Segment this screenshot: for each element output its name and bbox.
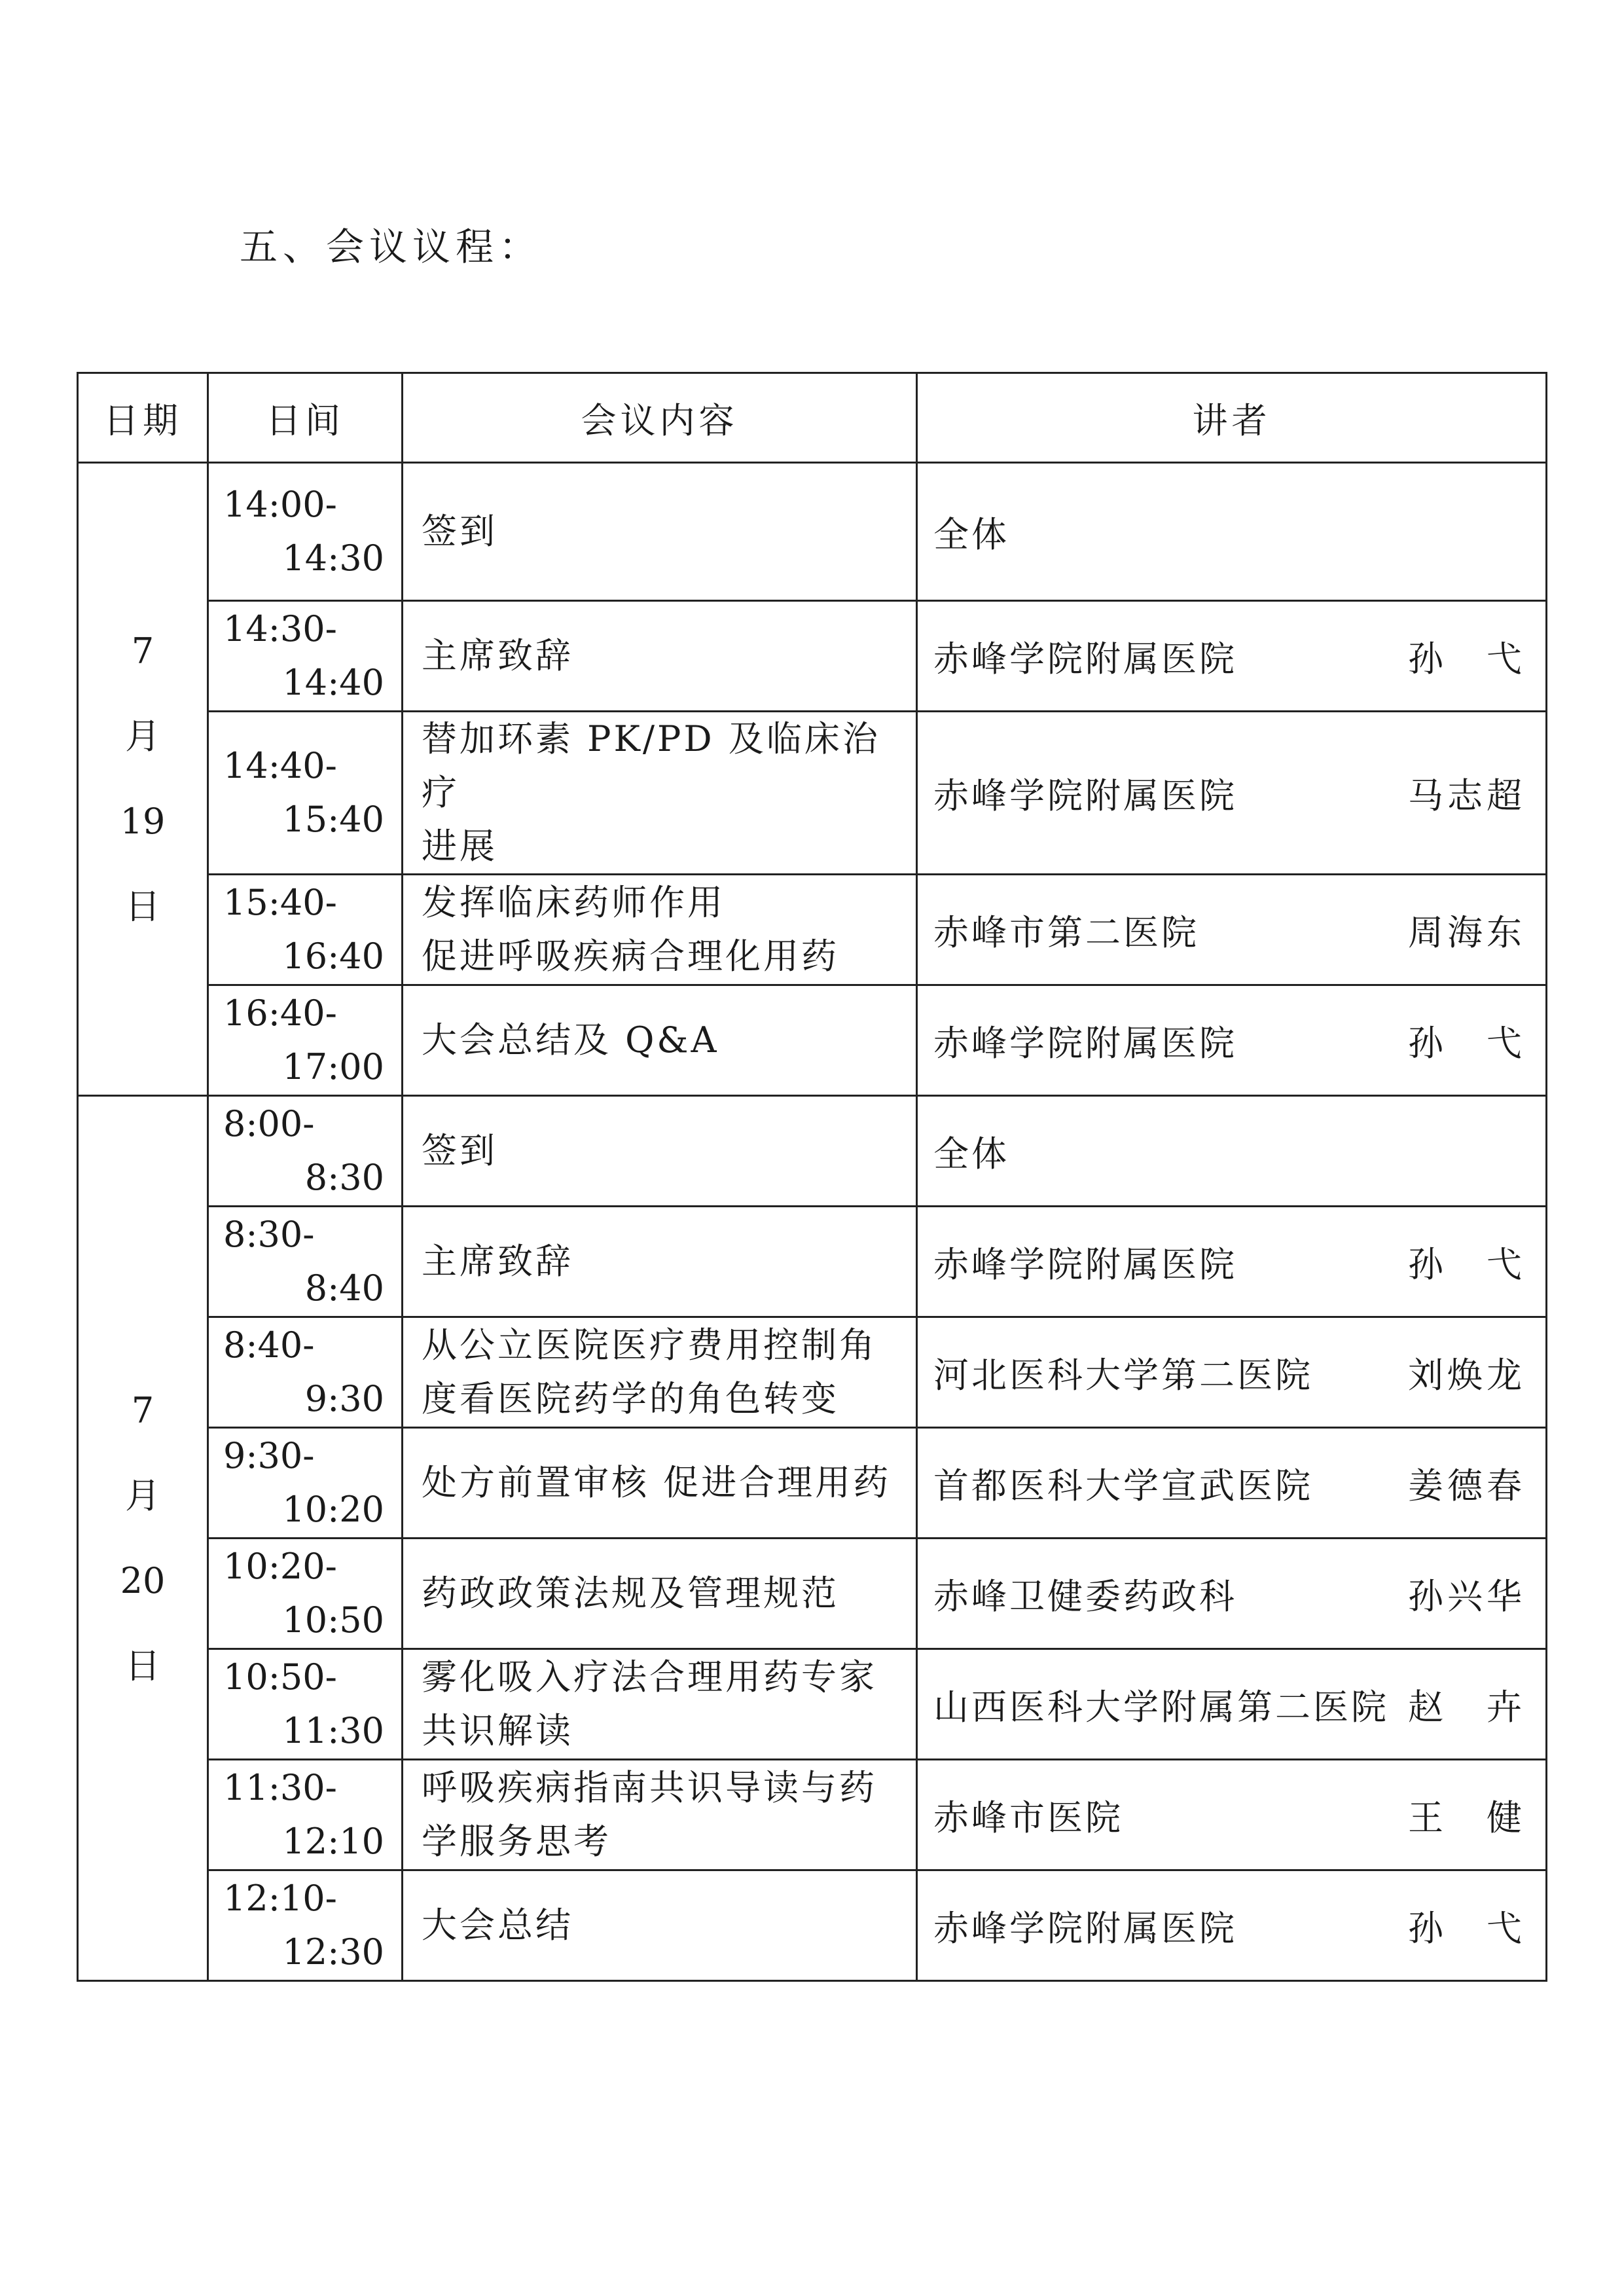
time-cell	[208, 1428, 403, 1539]
table-row	[78, 1539, 1547, 1649]
time-cell	[208, 712, 403, 875]
time-cell	[208, 1760, 403, 1870]
content-line: 度看医院药学的角色转变	[422, 1378, 839, 1419]
time-start: 14:30-	[223, 608, 337, 649]
content-cell	[403, 1207, 917, 1317]
header-date: 日期	[78, 373, 208, 463]
speaker-name: 姜德春	[1408, 1465, 1526, 1506]
time-start: 11:30-	[223, 1767, 337, 1808]
date-line: 19	[120, 801, 166, 842]
content-line: 主席致辞	[422, 1241, 573, 1282]
header-speaker: 讲者	[917, 373, 1547, 463]
speaker-org: 全体	[933, 1133, 1009, 1175]
time-end: 14:30	[282, 538, 384, 579]
header-time: 日间	[208, 373, 403, 463]
content-cell	[403, 463, 917, 601]
content-cell	[403, 1539, 917, 1649]
speaker-cell	[917, 985, 1547, 1096]
content-line: 大会总结	[422, 1904, 573, 1946]
time-start: 15:40-	[223, 882, 337, 923]
content-cell	[403, 875, 917, 985]
time-start: 10:50-	[223, 1656, 337, 1698]
content-cell	[403, 1649, 917, 1760]
speaker-org: 赤峰学院附属医院	[933, 774, 1237, 816]
time-end: 8:40	[304, 1267, 384, 1309]
time-cell	[208, 601, 403, 712]
speaker-org: 赤峰学院附属医院	[933, 1243, 1237, 1285]
date-line: 7	[131, 630, 154, 672]
content-line: 雾化吸入疗法合理用药专家	[422, 1656, 877, 1698]
content-line: 药政政策法规及管理规范	[422, 1573, 839, 1614]
speaker-cell	[917, 1539, 1547, 1649]
header-content: 会议内容	[403, 373, 917, 463]
table-row	[78, 985, 1547, 1096]
speaker-org: 赤峰学院附属医院	[933, 1907, 1237, 1949]
content-line: 进展	[422, 826, 497, 867]
time-cell	[208, 985, 403, 1096]
time-end: 8:30	[304, 1157, 384, 1198]
table-row	[78, 1760, 1547, 1870]
content-line: 呼吸疾病指南共识导读与药	[422, 1767, 877, 1808]
content-line: 从公立医院医疗费用控制角	[422, 1324, 877, 1366]
table-row	[78, 1870, 1547, 1981]
speaker-org: 赤峰学院附属医院	[933, 1022, 1237, 1064]
section-title: 五、会议议程：	[240, 225, 543, 269]
speaker-cell	[917, 601, 1547, 712]
speaker-org: 赤峰卫健委药政科	[933, 1575, 1237, 1617]
table-row	[78, 1649, 1547, 1760]
speaker-org: 山西医科大学附属第二医院	[933, 1686, 1389, 1728]
content-cell	[403, 1428, 917, 1539]
time-cell	[208, 1539, 403, 1649]
time-start: 10:20-	[223, 1546, 337, 1587]
content-cell	[403, 1870, 917, 1981]
time-start: 14:00-	[223, 484, 337, 525]
content-line: 学服务思考	[422, 1821, 611, 1862]
time-end: 11:30	[282, 1710, 384, 1751]
speaker-name: 孙 弋	[1408, 1022, 1526, 1064]
speaker-org: 赤峰学院附属医院	[933, 638, 1237, 680]
agenda-table	[77, 372, 1547, 1982]
table-row	[78, 463, 1547, 601]
content-line: 处方前置审核 促进合理用药	[422, 1462, 892, 1503]
time-start: 8:30-	[223, 1214, 315, 1255]
content-cell	[403, 712, 917, 875]
time-end: 10:50	[282, 1599, 384, 1641]
date-line: 月	[125, 716, 160, 757]
date-line: 日	[125, 1645, 160, 1686]
time-start: 16:40-	[223, 993, 337, 1034]
content-cell	[403, 1317, 917, 1428]
table-row	[78, 1207, 1547, 1317]
date-cell	[78, 1096, 208, 1981]
speaker-name: 孙 弋	[1408, 638, 1526, 680]
speaker-name: 周海东	[1408, 911, 1526, 953]
date-cell	[78, 463, 208, 1096]
time-cell	[208, 1317, 403, 1428]
speaker-cell	[917, 1317, 1547, 1428]
header-row	[78, 373, 1547, 463]
speaker-org: 赤峰市第二医院	[933, 911, 1199, 953]
content-line: 大会总结及 Q&A	[422, 1019, 719, 1061]
time-end: 10:20	[282, 1489, 384, 1530]
speaker-name: 刘焕龙	[1408, 1354, 1526, 1396]
table-row	[78, 601, 1547, 712]
speaker-cell	[917, 463, 1547, 601]
time-end: 12:10	[282, 1821, 384, 1862]
content-cell	[403, 1760, 917, 1870]
speaker-cell	[917, 1649, 1547, 1760]
content-line: 替加环素 PK/PD 及临床治疗	[422, 718, 880, 813]
content-line: 促进呼吸疾病合理化用药	[422, 936, 839, 977]
time-end: 14:40	[282, 662, 384, 703]
agenda-body	[78, 463, 1547, 1981]
time-start: 8:00-	[223, 1103, 315, 1144]
content-line: 主席致辞	[422, 635, 573, 676]
table-row	[78, 1428, 1547, 1539]
speaker-cell	[917, 1428, 1547, 1539]
content-line: 签到	[422, 511, 497, 552]
table-row	[78, 1317, 1547, 1428]
speaker-name: 孙 弋	[1408, 1907, 1526, 1949]
speaker-cell	[917, 712, 1547, 875]
speaker-org: 首都医科大学宣武医院	[933, 1465, 1313, 1506]
date-line: 月	[125, 1474, 160, 1516]
speaker-cell	[917, 875, 1547, 985]
speaker-name: 王 健	[1408, 1796, 1526, 1838]
speaker-name: 孙 弋	[1408, 1243, 1526, 1285]
time-cell	[208, 875, 403, 985]
speaker-org: 河北医科大学第二医院	[933, 1354, 1313, 1396]
speaker-name: 赵 卉	[1408, 1686, 1526, 1728]
speaker-name: 马志超	[1408, 774, 1526, 816]
time-end: 17:00	[282, 1046, 384, 1087]
date-line: 日	[125, 886, 160, 927]
table-row	[78, 1096, 1547, 1207]
table-row	[78, 712, 1547, 875]
speaker-cell	[917, 1096, 1547, 1207]
content-line: 签到	[422, 1130, 497, 1171]
date-line: 20	[120, 1559, 166, 1601]
date-line: 7	[131, 1389, 154, 1431]
time-cell	[208, 463, 403, 601]
time-end: 12:30	[282, 1931, 384, 1973]
time-start: 14:40-	[223, 745, 337, 786]
time-start: 9:30-	[223, 1435, 315, 1476]
content-cell	[403, 601, 917, 712]
speaker-org: 赤峰市医院	[933, 1796, 1123, 1838]
table-row	[78, 875, 1547, 985]
speaker-cell	[917, 1870, 1547, 1981]
time-cell	[208, 1870, 403, 1981]
time-cell	[208, 1096, 403, 1207]
speaker-cell	[917, 1760, 1547, 1870]
content-cell	[403, 985, 917, 1096]
time-end: 16:40	[282, 936, 384, 977]
time-start: 12:10-	[223, 1878, 337, 1919]
time-start: 8:40-	[223, 1324, 315, 1366]
speaker-name: 孙兴华	[1408, 1575, 1526, 1617]
speaker-org: 全体	[933, 513, 1009, 555]
time-end: 9:30	[304, 1378, 384, 1419]
time-end: 15:40	[282, 799, 384, 840]
time-cell	[208, 1649, 403, 1760]
time-cell	[208, 1207, 403, 1317]
content-line: 共识解读	[422, 1710, 573, 1751]
content-cell	[403, 1096, 917, 1207]
content-line: 发挥临床药师作用	[422, 882, 725, 923]
speaker-cell	[917, 1207, 1547, 1317]
